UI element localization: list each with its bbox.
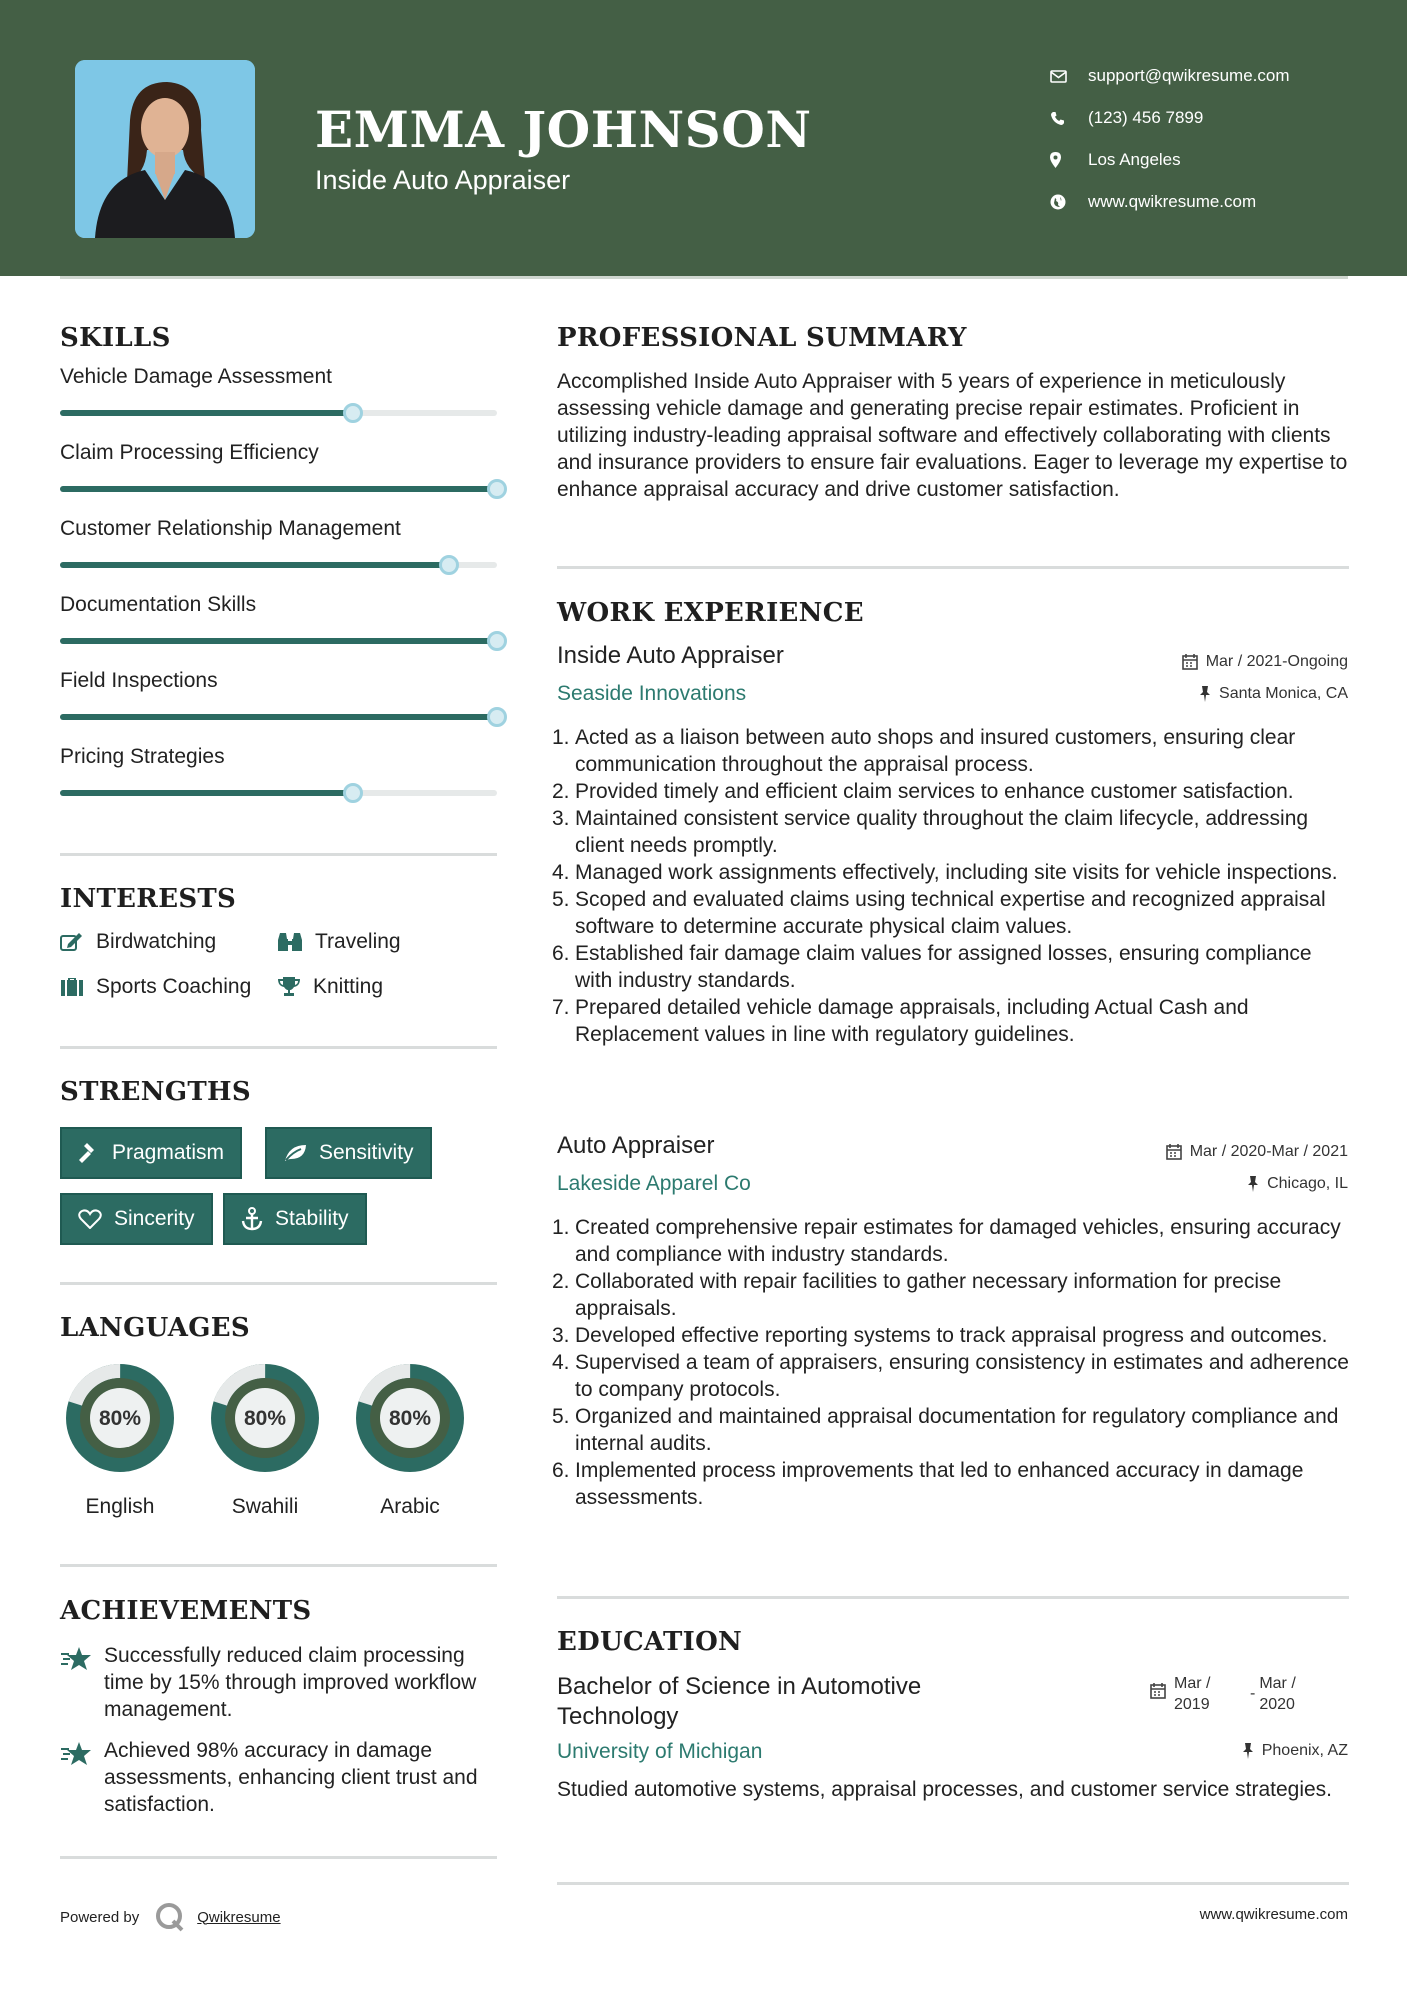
skills-list <box>60 365 500 821</box>
interest-item <box>60 975 251 999</box>
interest-item <box>277 930 401 954</box>
job-dates-text: Mar / 2020-Mar / 2021 <box>1189 1143 1348 1160</box>
duty-text: Developed effective reporting systems to track appraisal progress and outcomes. <box>575 1324 1328 1347</box>
list-item: 4. Supervised a team of appraisers, ensuring consistency in estimates and adherence to company protocols. <box>552 1351 1349 1401</box>
achievements-heading: ACHIEVEMENTS <box>60 1596 312 1626</box>
skill-bar-knob <box>439 555 459 575</box>
education-description: Studied automotive systems, appraisal processes, and customer service strategies. <box>557 1778 1333 1801</box>
globe-icon <box>1050 194 1066 210</box>
interest-item <box>60 930 216 954</box>
skill-bar <box>60 562 497 568</box>
education-location <box>1242 1742 1348 1760</box>
list-item: 1. Acted as a liaison between auto shops and insured customers, ensuring clear communication throughout the appraisal process. <box>552 726 1296 776</box>
section-divider <box>60 853 497 856</box>
achievement-text: Successfully reduced claim processing time by 15% through improved workflow management. <box>104 1644 477 1721</box>
company-name: Lakeside Apparel Co <box>557 1172 751 1195</box>
calendar-icon <box>1182 654 1198 670</box>
skill-item <box>60 669 500 745</box>
skill-bar-fill <box>60 790 353 796</box>
list-item: 4. Managed work assignments effectively, including site visits for vehicle inspections. <box>552 861 1338 884</box>
star-ribbon-icon <box>60 1646 92 1672</box>
education-start: Mar / 2019 <box>1174 1675 1211 1713</box>
language-label: Arabic <box>380 1495 440 1518</box>
job-title: Auto Appraiser <box>557 1132 715 1159</box>
duty-text: Organized and maintained appraisal documentation for regulatory compliance and internal audits. <box>575 1405 1339 1455</box>
skill-bar <box>60 714 497 720</box>
job-location-text: Santa Monica, CA <box>1219 685 1348 702</box>
skill-item <box>60 593 500 669</box>
skill-label: Vehicle Damage Assessment <box>60 365 332 388</box>
skill-label: Field Inspections <box>60 669 218 692</box>
skill-bar-fill <box>60 638 497 644</box>
interest-label: Sports Coaching <box>96 975 252 998</box>
list-item: 2. Collaborated with repair facilities to gather necessary information for precise appraisals. <box>552 1270 1282 1320</box>
language-label: English <box>85 1495 155 1518</box>
duty-text: Prepared detailed vehicle damage appraisals, including Actual Cash and Replacement values in line with regulatory guidelines. <box>575 996 1249 1046</box>
job-location <box>1199 685 1348 703</box>
strength-tag <box>60 1127 242 1179</box>
strength-tag <box>223 1193 367 1245</box>
profile-photo <box>75 60 255 238</box>
skills-heading: SKILLS <box>60 323 171 353</box>
language-item <box>350 1358 470 1519</box>
contact-website[interactable] <box>1050 181 1380 223</box>
job-duties <box>552 1214 1349 1511</box>
contact-location <box>1050 139 1380 181</box>
list-item: 7. Prepared detailed vehicle damage appraisals, including Actual Cash and Replacement values in line with regulatory guidelines. <box>552 996 1249 1046</box>
skill-bar <box>60 486 497 492</box>
resume-header <box>0 0 1407 276</box>
language-donut <box>205 1358 325 1478</box>
duty-text: Implemented process improvements that led to enhanced accuracy in damage assessments. <box>575 1459 1304 1509</box>
list-item: 3. Maintained consistent service quality throughout the claim lifecycle, addressing client needs promptly. <box>552 807 1309 857</box>
skill-label: Pricing Strategies <box>60 745 225 768</box>
skill-item <box>60 441 500 517</box>
skill-bar-fill <box>60 410 353 416</box>
language-item <box>60 1358 180 1519</box>
envelope-icon <box>1050 70 1067 83</box>
list-item: 6. Implemented process improvements that led to enhanced accuracy in damage assessments. <box>552 1459 1304 1509</box>
skill-bar-fill <box>60 562 449 568</box>
education-heading: EDUCATION <box>557 1627 743 1657</box>
duty-text: Scoped and evaluated claims using technical expertise and recognized appraisal software to determine accurate physical claim values. <box>575 888 1326 938</box>
contact-list <box>1050 55 1380 223</box>
heart-icon <box>78 1209 102 1229</box>
language-donut <box>60 1358 180 1478</box>
duty-text: Established fair damage claim values for assigned losses, ensuring compliance with industry standards. <box>575 942 1312 992</box>
job-dates-text: Mar / 2021-Ongoing <box>1205 653 1348 670</box>
contact-phone-text: (123) 456 7899 <box>1088 108 1204 127</box>
summary-text: Accomplished Inside Auto Appraiser with 5 years of experience in meticulously assessing vehicle damage and generating precise repair estimates. Proficient in utilizing industry-leading appraisal software and effectively collaborating with clients and insurance providers to ensure fair evaluations. Eager to leverage my expertise to enhance appraisal accuracy and drive customer satisfaction. <box>557 370 1348 501</box>
achievement-item <box>60 1737 500 1818</box>
skill-label: Documentation Skills <box>60 593 257 616</box>
footer-website[interactable]: www.qwikresume.com <box>1199 1906 1348 1923</box>
strength-label: Pragmatism <box>112 1141 225 1164</box>
list-item: 3. Developed effective reporting systems to track appraisal progress and outcomes. <box>552 1324 1328 1347</box>
list-item: 2. Provided timely and efficient claim services to enhance customer satisfaction. <box>552 780 1294 803</box>
strength-label: Sincerity <box>114 1207 195 1230</box>
pencil-square-icon <box>60 932 84 952</box>
skill-item <box>60 745 500 821</box>
duty-text: Supervised a team of appraisers, ensuring consistency in estimates and adherence to company protocols. <box>575 1351 1349 1401</box>
section-divider <box>60 1856 497 1859</box>
language-donut <box>350 1358 470 1478</box>
contact-phone[interactable] <box>1050 97 1380 139</box>
duty-text: Managed work assignments effectively, including site visits for vehicle inspections. <box>575 861 1338 884</box>
strength-tag <box>60 1193 213 1245</box>
skill-bar-knob <box>343 403 363 423</box>
qwikresume-logo-icon <box>153 1900 187 1934</box>
skill-label: Claim Processing Efficiency <box>60 441 319 464</box>
qwikresume-link[interactable]: Qwikresume <box>197 1908 281 1926</box>
education-dates <box>1150 1673 1303 1715</box>
skill-bar-fill <box>60 486 497 492</box>
anchor-icon <box>241 1207 263 1231</box>
skill-item <box>60 517 500 593</box>
star-ribbon-icon <box>60 1741 92 1767</box>
powered-by <box>60 1900 281 1934</box>
binoculars-icon <box>277 931 303 953</box>
powered-by-label: Powered by <box>60 1908 140 1926</box>
duty-text: Collaborated with repair facilities to gather necessary information for precise appraisals. <box>575 1270 1282 1320</box>
strength-label: Stability <box>275 1207 349 1230</box>
skill-bar-knob <box>487 707 507 727</box>
job-duties <box>552 724 1349 1048</box>
company-name: Seaside Innovations <box>557 682 747 705</box>
strengths-heading: STRENGTHS <box>60 1077 251 1107</box>
skill-bar <box>60 410 497 416</box>
phone-icon <box>1050 111 1065 126</box>
skill-label: Customer Relationship Management <box>60 517 401 540</box>
contact-email-text: support@qwikresume.com <box>1088 66 1290 85</box>
calendar-icon <box>1166 1144 1182 1160</box>
candidate-name: EMMA JOHNSON <box>315 100 812 159</box>
interests-heading: INTERESTS <box>60 884 237 914</box>
interest-label: Birdwatching <box>96 930 217 953</box>
interest-label: Knitting <box>313 975 384 998</box>
language-percent: 80% <box>243 1407 287 1430</box>
contact-email[interactable] <box>1050 55 1380 97</box>
pushpin-icon <box>1199 686 1211 702</box>
skill-bar-knob <box>487 631 507 651</box>
duty-text: Provided timely and efficient claim services to enhance customer satisfaction. <box>575 780 1294 803</box>
job-location-text: Chicago, IL <box>1267 1175 1348 1192</box>
school-name: University of Michigan <box>557 1740 763 1763</box>
language-percent: 80% <box>98 1407 142 1430</box>
achievement-item <box>60 1642 500 1723</box>
skill-bar-fill <box>60 714 497 720</box>
map-pin-icon <box>1050 152 1061 168</box>
trophy-icon <box>277 976 301 998</box>
section-divider <box>557 1882 1349 1885</box>
section-divider <box>60 1564 497 1567</box>
education-location-text: Phoenix, AZ <box>1261 1742 1348 1759</box>
briefcase-icon <box>60 977 84 997</box>
section-divider <box>60 1282 497 1285</box>
language-item <box>205 1358 325 1519</box>
job-dates <box>1166 1143 1348 1161</box>
skill-bar <box>60 638 497 644</box>
skill-bar-knob <box>487 479 507 499</box>
interest-item <box>277 975 383 999</box>
date-separator: - <box>1250 1685 1256 1702</box>
list-item: 5. Organized and maintained appraisal documentation for regulatory compliance and internal audits. <box>552 1405 1339 1455</box>
skill-item <box>60 365 500 441</box>
summary-heading: PROFESSIONAL SUMMARY <box>557 323 967 353</box>
strength-tag <box>265 1127 432 1179</box>
list-item: 6. Established fair damage claim values for assigned losses, ensuring compliance with industry standards. <box>552 942 1312 992</box>
achievement-text: Achieved 98% accuracy in damage assessments, enhancing client trust and satisfaction. <box>104 1739 478 1816</box>
language-label: Swahili <box>231 1495 299 1518</box>
skill-bar <box>60 790 497 796</box>
education-end: Mar / 2020 <box>1259 1675 1296 1713</box>
pushpin-icon <box>1242 1743 1254 1759</box>
interest-label: Traveling <box>315 930 401 953</box>
job-title: Inside Auto Appraiser <box>557 642 784 669</box>
language-percent: 80% <box>388 1407 432 1430</box>
skill-bar-knob <box>343 783 363 803</box>
duty-text: Maintained consistent service quality throughout the claim lifecycle, addressing client needs promptly. <box>575 807 1309 857</box>
experience-heading: WORK EXPERIENCE <box>557 598 864 628</box>
job-location <box>1247 1175 1348 1193</box>
section-divider <box>557 566 1349 569</box>
gavel-icon <box>78 1142 100 1164</box>
job-dates <box>1182 653 1348 671</box>
list-item: 1. Created comprehensive repair estimates for damaged vehicles, ensuring accuracy and compliance with industry standards. <box>552 1216 1341 1266</box>
calendar-icon <box>1150 1683 1166 1699</box>
leaf-icon <box>283 1143 307 1163</box>
contact-location-text: Los Angeles <box>1088 150 1181 169</box>
contact-website-text: www.qwikresume.com <box>1088 192 1257 211</box>
pushpin-icon <box>1247 1176 1259 1192</box>
list-item: 5. Scoped and evaluated claims using technical expertise and recognized appraisal software to determine accurate physical claim values. <box>552 888 1326 938</box>
degree-title: Bachelor of Science in Automotive Technology <box>557 1673 922 1730</box>
strength-label: Sensitivity <box>319 1141 414 1164</box>
duty-text: Acted as a liaison between auto shops and insured customers, ensuring clear communication throughout the appraisal process. <box>575 726 1296 776</box>
header-divider <box>60 276 1348 279</box>
candidate-title: Inside Auto Appraiser <box>315 165 571 195</box>
duty-text: Created comprehensive repair estimates for damaged vehicles, ensuring accuracy and compliance with industry standards. <box>575 1216 1341 1266</box>
languages-heading: LANGUAGES <box>60 1313 250 1343</box>
section-divider <box>557 1596 1349 1599</box>
section-divider <box>60 1046 497 1049</box>
